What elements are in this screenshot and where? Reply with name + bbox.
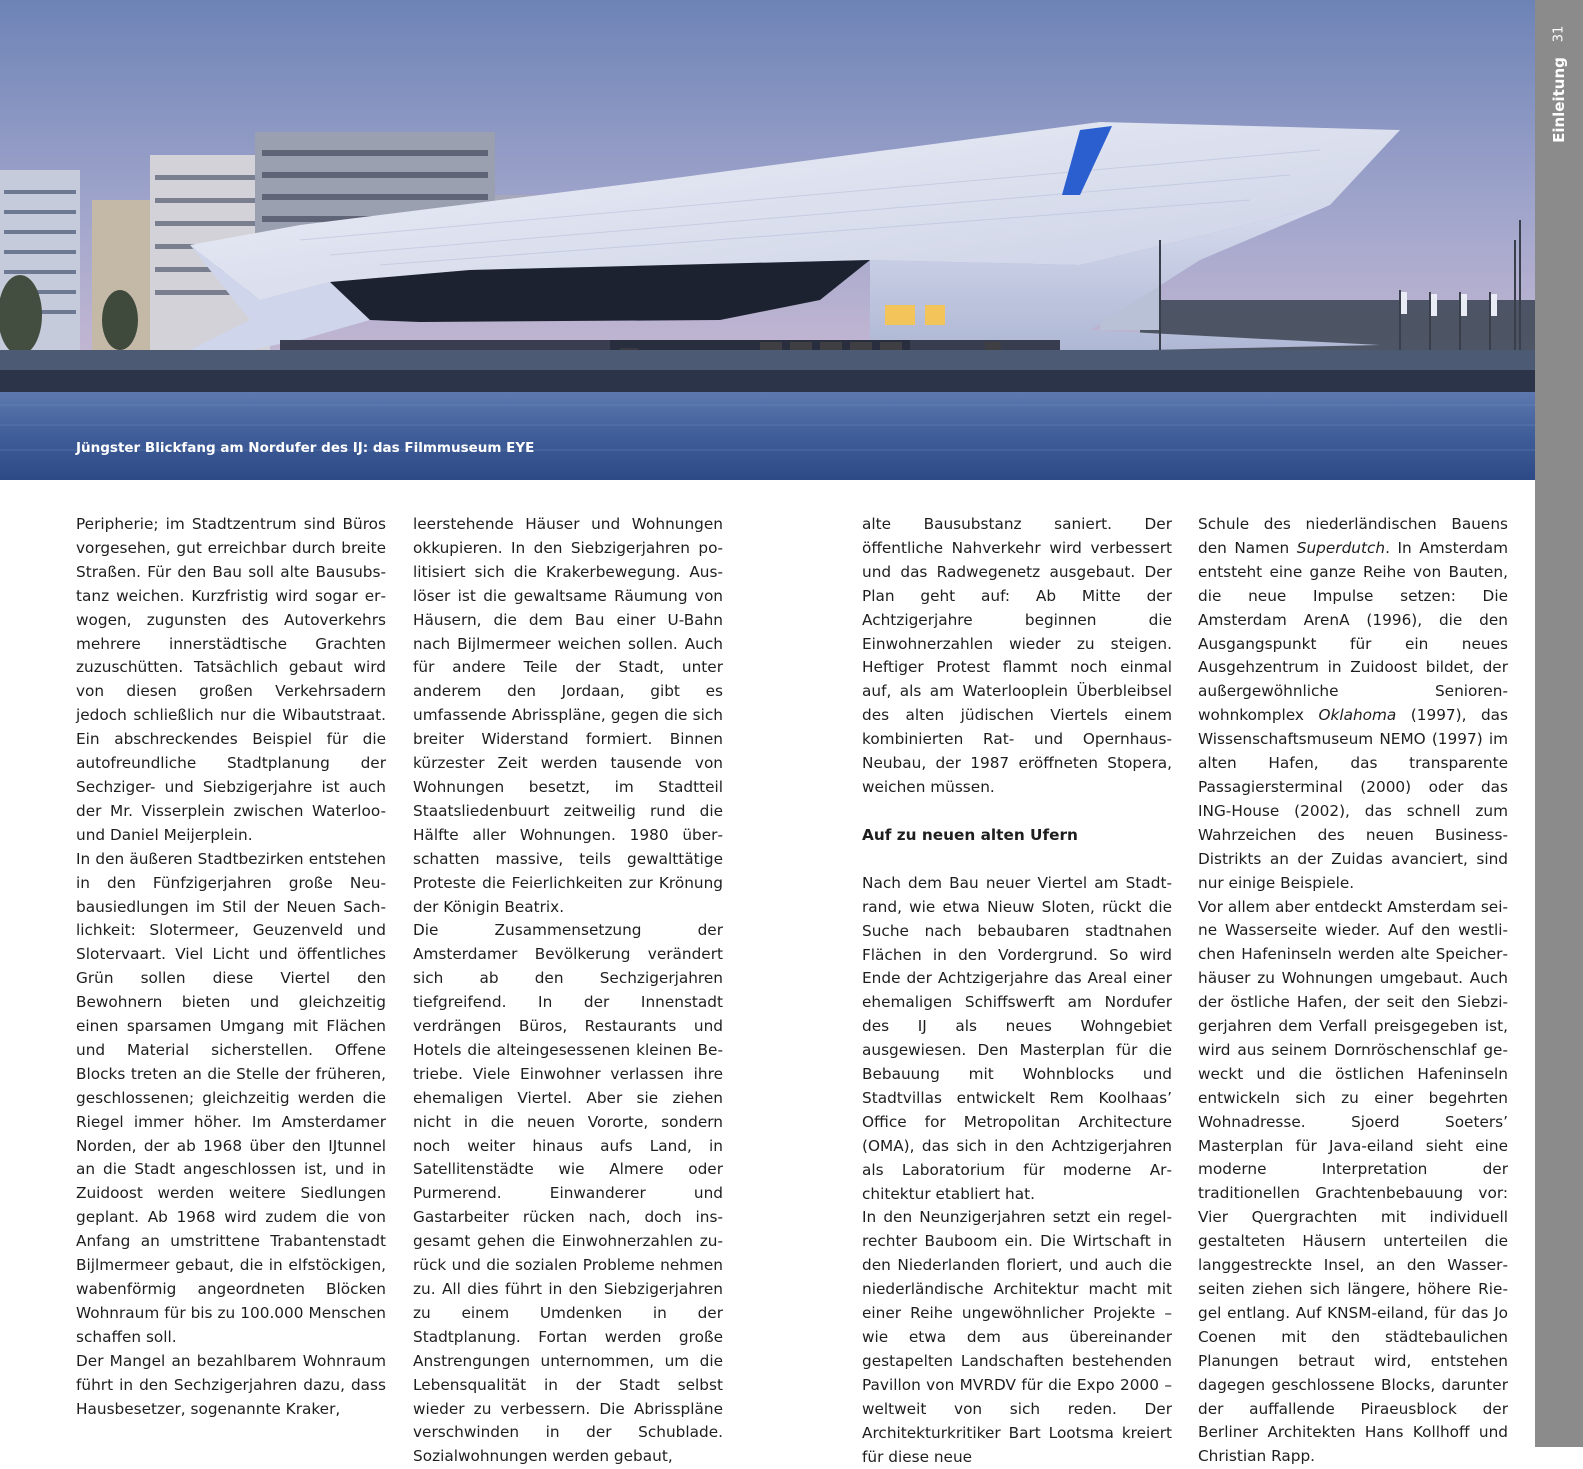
italic-title: Superdutch [1297,539,1385,557]
text-column-1 [76,513,386,1421]
paragraph: Die Zusammensetzung der Amsterdamer Bevölkerung verändert sich ab den Sechzigerjahren tiefgreifend. In der Innenstadt verdrängen Büros, Restaurants und Hotels die alteingesessenen kleinen Betriebe. Viele Einwohner verlassen ihre ehemaligen Viertel. Aber sie ziehen nicht in die neuen Vororte, sondern noch weiter hinaus aufs Land, in Satellitenstädte wie Almere oder Purmerend. Einwanderer und Gastarbeiter rücken nach, doch insgesamt gehen die Einwohnerzahlen zurück und die sozialen Probleme nehmen zu. All dies führt in den Siebzigerjahren zu einem Umdenken in der Stadtplanung. Fortan werden große Anstrengungen unternommen, um die Lebensqualität in der Stadt selbst wieder zu verbessern. Die Abrisspläne verschwinden in der Schublade. Sozialwohnungen werden gebaut, [413,919,723,1469]
paragraph: leerstehende Häuser und Wohnungen okkupieren. In den Siebzigerjahren politisiert sich die Krakerbewegung. Auslöser ist die gewaltsame Räumung von Häusern, die dem Bau einer U-Bahn nach Bijlmermeer weichen sollen. Auch für andere Teile der Stadt, unter anderem den Jordaan, gibt es umfassende Abrisspläne, gegen die sich breiter Widerstand formiert. Binnen kürzester Zeit werden tausende von Wohnungen besetzt, im Stadtteil Staatsliedenbuurt zeitweilig rund die Hälfte aller Wohnungen. 1980 überschatten massive, teils gewalttätige Proteste die Feierlichkeiten zur Krönung der Königin Beatrix. [413,513,723,919]
text-run: Schule des niederländischen Bauens den Namen [1198,515,1508,557]
page-number: 31 [1552,26,1567,43]
text-column-3 [862,513,1172,1469]
section-side-tab [1535,0,1583,1447]
text-column-2 [413,513,723,1469]
section-heading: Auf zu neuen alten Ufern [862,824,1172,848]
photo-caption: Jüngster Blickfang am Nordufer des IJ: das Filmmuseum EYE [76,440,534,456]
text-column-4 [1198,513,1508,1469]
paragraph: alte Bausubstanz saniert. Der öffentliche Nahverkehr wird verbessert und das Radwegenetz ausgebaut. Der Plan geht auf: Ab Mitte der Achtzigerjahre beginnen die Einwohnerzahlen wieder zu steigen. Heftiger Protest flammt noch einmal auf, als am Waterlooplein Überbleibsel des alten jüdischen Viertels einem kombinierten Rat- und Opernhaus-Neubau, der 1987 eröffneten Stopera, weichen müssen. [862,513,1172,800]
italic-title: Oklahoma [1318,706,1396,724]
hero-photo [0,0,1535,480]
section-label: Einleitung [1550,57,1568,143]
text-run: (1997), das Wissenschaftsmuseum NEMO (1997) im alten Hafen, das transparente Passagiersterminal (2000) oder das ING-House (2002), das schnell zum Wahrzeichen des neuen Business-Distrikts an der Zuidas avanciert, sind nur einige Beispiele. [1198,706,1508,891]
paragraph: Nach dem Bau neuer Viertel am Stadtrand, wie etwa Nieuw Sloten, rückt die Suche nach bebaubaren stadtnahen Flächen in den Vordergrund. So wird Ende der Achtzigerjahre das Areal einer ehemaligen Schiffswerft am Nordufer des IJ als neues Wohngebiet ausgewiesen. Den Masterplan für die Bebauung mit Wohnblocks und Stadtvillas entwickelt Rem Koolhaas’ Office for Metropolitan Architecture (OMA), das sich in den Achtzigerjahren als Laboratorium für moderne Architektur etabliert hat. [862,872,1172,1207]
paragraph: In den äußeren Stadtbezirken entstehen in den Fünfzigerjahren große Neubausiedlungen im Stil der Neuen Sachlichkeit: Slotermeer, Geuzenveld und Slotervaart. Viel Licht und öffentliches Grün sollen diese Viertel den Bewohnern bieten und gleichzeitig einen sparsamen Umgang mit Flächen und Material sicherstellen. Offene Blocks treten an die Stelle der früheren, geschlossenen; gleichzeitig werden die Riegel immer höher. Im Amsterdamer Norden, der ab 1968 über den IJtunnel an die Stadt angeschlossen ist, und in Zuidoost werden weitere Siedlungen geplant. Ab 1968 wird zudem die von Anfang an umstrittene Trabantenstadt Bijlmermeer gebaut, die in elfstöckigen, wabenförmig angeordneten Blöcken Wohnraum für bis zu 100.000 Menschen schaffen soll. [76,848,386,1350]
paragraph: In den Neunzigerjahren setzt ein regelrechter Bauboom ein. Die Wirtschaft in den Niederlanden floriert, und auch die niederländische Architektur macht mit einer Reihe ungewöhnlicher Projekte – wie etwa dem aus übereinander gestapelten Landschaften bestehenden Pavillon von MVRDV für die Expo 2000 – weltweit von sich reden. Der Architekturkritiker Bart Lootsma kreiert für diese neue [862,1206,1172,1469]
text-run: . In Amsterdam entsteht eine ganze Reihe von Bauten, die neue Impulse setzen: Die Amsterdam ArenA (1996), die den Ausgangspunkt für ein neues Ausgehzentrum in Zuidoost bildet, der außergewöhnliche Seniorenwohnkomplex [1198,539,1508,724]
paragraph: Vor allem aber entdeckt Amsterdam seine Wasserseite wieder. Auf den westlichen Hafeninseln werden alte Speicherhäuser zu Wohnungen umgebaut. Auch der östliche Hafen, der seit den Siebzigerjahren dem Verfall preisgegeben ist, wird aus seinem Dornröschenschlaf geweckt und die östlichen Hafeninseln entwickeln sich zu einer begehrten Wohnadresse. Sjoerd Soeters’ Masterplan für Java-eiland sieht eine moderne Interpretation der traditionellen Grachtenbebauung vor: Vier Quergrachten mit individuell gestalteten Häusern unterteilen die langgestreckte Insel, an den Wasserseiten ziehen sich längere, höhere Riegel entlang. Auf KNSM-eiland, für das Jo Coenen mit den städtebaulichen Planungen betraut wird, entstehen dagegen geschlossene Blocks, darunter der auffallende Piraeusblock der Berliner Architekten Hans Kollhoff und Christian Rapp. [1198,896,1508,1469]
paragraph: Der Mangel an bezahlbarem Wohnraum führt in den Sechzigerjahren dazu, dass Hausbesetzer, sogenannte Kraker, [76,1350,386,1422]
eye-filmmuseum-illustration [0,0,1535,480]
paragraph: Peripherie; im Stadtzentrum sind Büros vorgesehen, gut erreichbar durch breite Straßen. Für den Bau soll alte Bausubstanz weichen. Kurzfristig wird sogar erwogen, zugunsten des Autoverkehrs mehrere innerstädtische Grachten zuzuschütten. Tatsächlich gebaut wird von diesen großen Verkehrsadern jedoch schließlich nur die Wibautstraat. Ein abschreckendes Beispiel für die autofreundliche Stadtplanung der Sechziger- und Siebzigerjahre ist auch der Mr. Visserplein zwischen Waterloo- und Daniel Meijerplein. [76,513,386,848]
paragraph [1198,513,1508,896]
